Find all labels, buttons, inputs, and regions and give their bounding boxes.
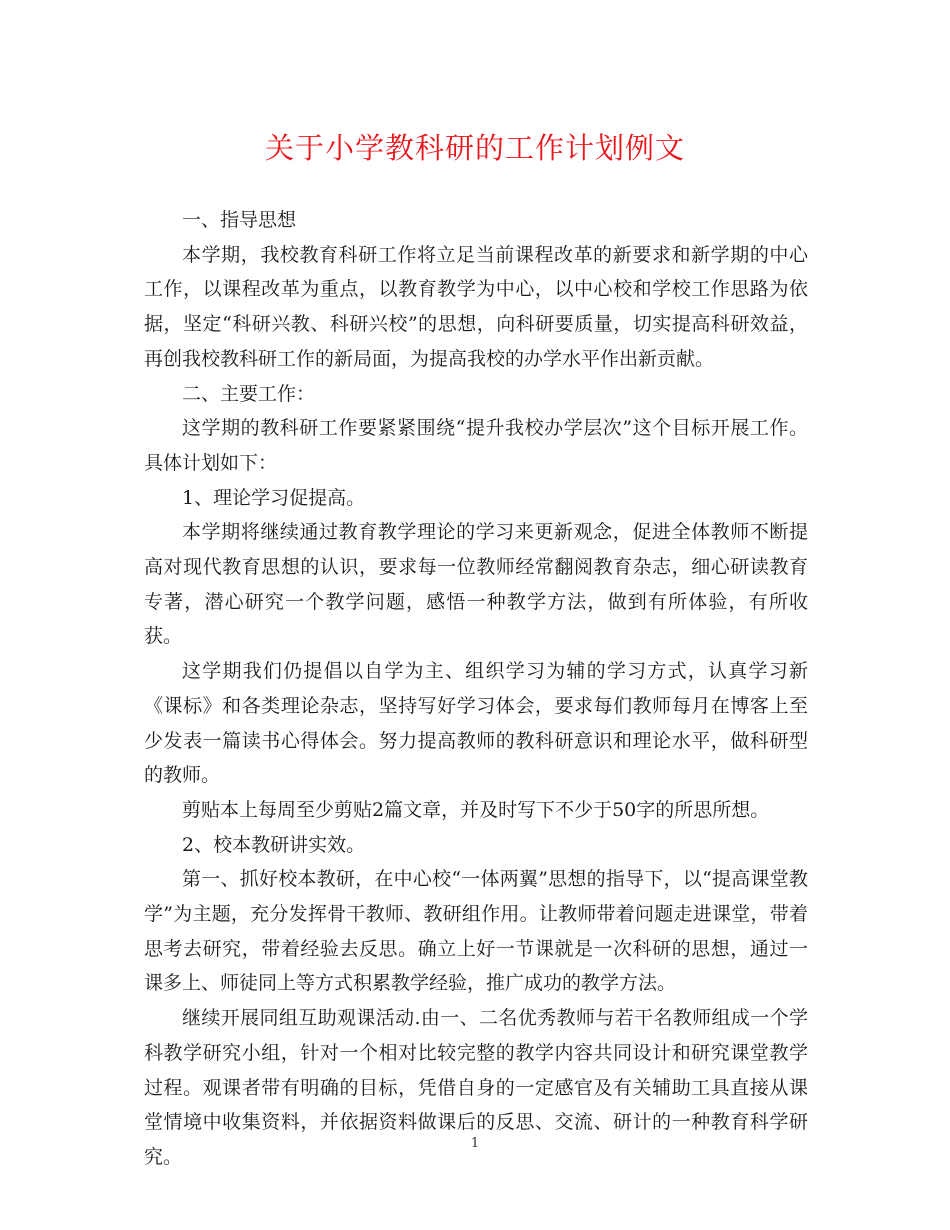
section-heading-main-work: 二、主要工作： — [182, 382, 316, 405]
section-heading-guiding-ideology: 一、指导思想 — [182, 209, 297, 231]
paragraph: 继续开展同组互助观课活动.由一、二名优秀教师与若干名教师组成一个学科教学研究小组，针对一个相对比较完整的教学内容共同设计和研究课堂教学过程。观课者带有明确的目标，凭借自身的一定感官及有关辅助工具直接从课堂情境中收集资料，并依据资料做课后的反思、交流、研计的一种教育科学研究。 — [144, 1007, 808, 1168]
paragraph: 这学期我们仍提倡以自学为主、组织学习为辅的学习方式，认真学习新《课标》和各类理论杂志，坚持写好学习体会，要求每们教师每月在博客上至少发表一篇读书心得体会。努力提高教师的教科研意识和理论水平，做科研型的教师。 — [144, 660, 808, 787]
document-body — [144, 203, 808, 1175]
subsection-heading-theory-study: 1、理论学习促提高。 — [182, 486, 366, 509]
paragraph: 本学期将继续通过教育教学理论的学习来更新观念，促进全体教师不断提高对现代教育思想的认识，要求每一位教师经常翻阅教育杂志，细心研读教育专著，潜心研究一个教学问题，感悟一种教学方法，做到有所体验，有所收获。 — [144, 521, 808, 648]
paragraph: 剪贴本上每周至少剪贴2篇文章，并及时写下不少于50字的所思所想。 — [182, 798, 770, 821]
paragraph: 第一、抓好校本教研，在中心校“一体两翼”思想的指导下，以“提高课堂教学”为主题，充分发挥骨干教师、教研组作用。让教师带着问题走进课堂，带着思考去研究，带着经验去反思。确立上好一节课就是一次科研的思想，通过一课多上、师徒同上等方式积累教学经验，推广成功的教学方法。 — [144, 868, 808, 995]
paragraph: 本学期，我校教育科研工作将立足当前课程改革的新要求和新学期的中心工作，以课程改革为重点，以教育教学为中心，以中心校和学校工作思路为依据，坚定“科研兴教、科研兴校”的思想，向科研要质量，切实提高科研效益，再创我校教科研工作的新局面，为提高我校的办学水平作出新贡献。 — [144, 243, 808, 370]
document-title: 关于小学教科研的工作计划例文 — [264, 131, 685, 165]
subsection-heading-school-research: 2、校本教研讲实效。 — [182, 833, 366, 856]
page-number: 1 — [470, 1136, 480, 1151]
paragraph: 这学期的教科研工作要紧紧围绕“提升我校办学层次”这个目标开展工作。具体计划如下： — [144, 417, 808, 474]
